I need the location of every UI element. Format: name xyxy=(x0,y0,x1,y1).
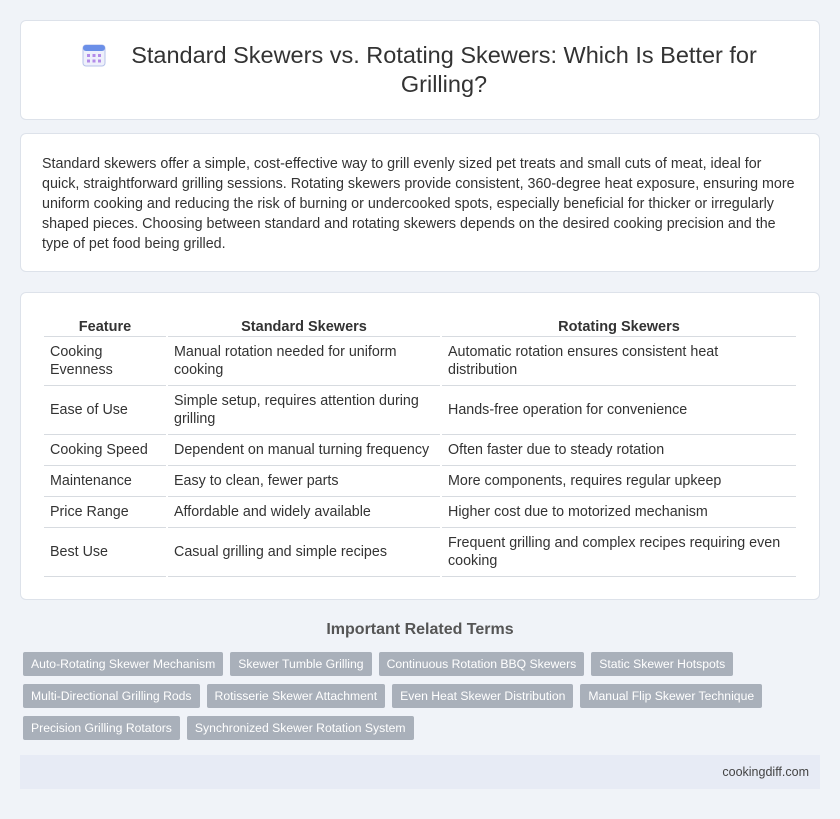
table-row xyxy=(44,435,796,466)
related-term-tag[interactable]: Synchronized Skewer Rotation System xyxy=(187,716,414,740)
title-row xyxy=(21,21,819,119)
header-standard: Standard Skewers xyxy=(168,317,440,337)
footer-site-link[interactable]: cookingdiff.com xyxy=(722,765,809,779)
table-row xyxy=(44,386,796,435)
related-term-tag[interactable]: Skewer Tumble Grilling xyxy=(230,652,371,676)
table-cell-rotating: Higher cost due to motorized mechanism xyxy=(442,497,796,528)
table-cell-standard: Affordable and widely available xyxy=(168,497,440,528)
related-terms-list xyxy=(23,652,823,740)
table-cell-rotating: More components, requires regular upkeep xyxy=(442,466,796,497)
table-cell-rotating: Often faster due to steady rotation xyxy=(442,435,796,466)
related-term-tag[interactable]: Precision Grilling Rotators xyxy=(23,716,180,740)
table-cell-rotating: Hands-free operation for convenience xyxy=(442,386,796,435)
table-cell-feature: Cooking Speed xyxy=(44,435,166,466)
related-terms-title: Important Related Terms xyxy=(326,621,514,638)
table-row xyxy=(44,466,796,497)
table-cell-rotating: Frequent grilling and complex recipes requiring even cooking xyxy=(442,528,796,577)
table-cell-standard: Manual rotation needed for uniform cooking xyxy=(168,337,440,386)
table-row xyxy=(44,337,796,386)
related-term-tag[interactable]: Manual Flip Skewer Technique xyxy=(580,684,762,708)
table-row xyxy=(44,497,796,528)
related-term-tag[interactable]: Static Skewer Hotspots xyxy=(591,652,733,676)
related-term-tag[interactable]: Even Heat Skewer Distribution xyxy=(392,684,573,708)
page-title: Standard Skewers vs. Rotating Skewers: Which Is Better for Grilling? xyxy=(131,42,757,97)
table-cell-rotating: Automatic rotation ensures consistent heat distribution xyxy=(442,337,796,386)
table-cell-standard: Simple setup, requires attention during grilling xyxy=(168,386,440,435)
table-cell-feature: Best Use xyxy=(44,528,166,577)
related-term-tag[interactable]: Rotisserie Skewer Attachment xyxy=(207,684,386,708)
calendar-grid-icon xyxy=(81,42,107,68)
table-cell-standard: Dependent on manual turning frequency xyxy=(168,435,440,466)
table-cell-feature: Ease of Use xyxy=(44,386,166,435)
intro-card xyxy=(20,133,820,272)
table-header-row xyxy=(44,317,796,337)
related-term-tag[interactable]: Auto-Rotating Skewer Mechanism xyxy=(23,652,223,676)
related-term-tag[interactable]: Continuous Rotation BBQ Skewers xyxy=(379,652,585,676)
header-rotating: Rotating Skewers xyxy=(442,317,796,337)
intro-paragraph: Standard skewers offer a simple, cost-effective way to grill evenly sized pet treats and small cuts of meat, ideal for quick, straightforward grilling sessions. Rotating skewers provide consistent, 360-degree heat exposure, ensuring more uniform cooking and reducing the risk of burning or undercooked spots, especially beneficial for thicker or irregularly shaped pieces. Choosing between standard and rotating skewers depends on the desired cooking precision and the type of pet food being grilled. xyxy=(42,156,795,252)
table-cell-feature: Maintenance xyxy=(44,466,166,497)
table-cell-standard: Easy to clean, fewer parts xyxy=(168,466,440,497)
related-term-tag[interactable]: Multi-Directional Grilling Rods xyxy=(23,684,200,708)
table-row xyxy=(44,528,796,577)
comparison-card xyxy=(20,292,820,600)
table-cell-feature: Price Range xyxy=(44,497,166,528)
comparison-table xyxy=(42,317,798,577)
header-feature: Feature xyxy=(44,317,166,337)
title-card xyxy=(20,20,820,120)
table-cell-feature: Cooking Evenness xyxy=(44,337,166,386)
footer xyxy=(20,755,820,789)
table-cell-standard: Casual grilling and simple recipes xyxy=(168,528,440,577)
